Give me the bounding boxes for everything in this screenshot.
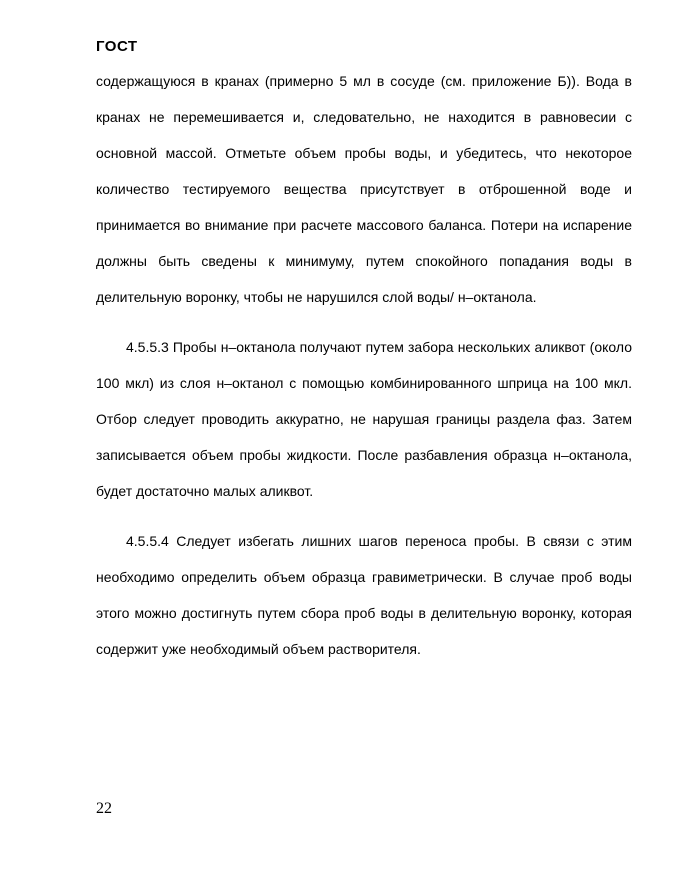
document-body xyxy=(96,63,632,667)
paragraph-4-5-5-3: 4.5.5.3 Пробы н–октанола получают путем забора нескольких аликвот (около 100 мкл) из слоя н–октанол с помощью комбинированного шприца на 100 мкл. Отбор следует проводить аккуратно, не нарушая границы раздела фаз. Затем записывается объем пробы жидкости. После разбавления образца н–октанола, будет достаточно малых аликвот. xyxy=(96,339,632,499)
paragraph-4-5-5-4: 4.5.5.4 Следует избегать лишних шагов переноса пробы. В связи с этим необходимо определить объем образца гравиметрически. В случае проб воды этого можно достигнуть путем сбора проб воды в делительную воронку, которая содержит уже необходимый объем растворителя. xyxy=(96,533,632,657)
paragraph-continuation: содержащуюся в кранах (примерно 5 мл в сосуде (см. приложение Б)). Вода в кранах не перемешивается и, следовательно, не находится в равновесии с основной массой. Отметьте объем пробы воды, и убедитесь, что некоторое количество тестируемого вещества присутствует в отброшенной воде и принимается во внимание при расчете массового баланса. Потери на испарение должны быть сведены к минимуму, путем спокойного попадания воды в делительную воронку, чтобы не нарушился слой воды/ н–октанола. xyxy=(96,73,632,305)
page-number: 22 xyxy=(96,800,112,817)
document-header-title: ГОСТ xyxy=(96,38,138,55)
